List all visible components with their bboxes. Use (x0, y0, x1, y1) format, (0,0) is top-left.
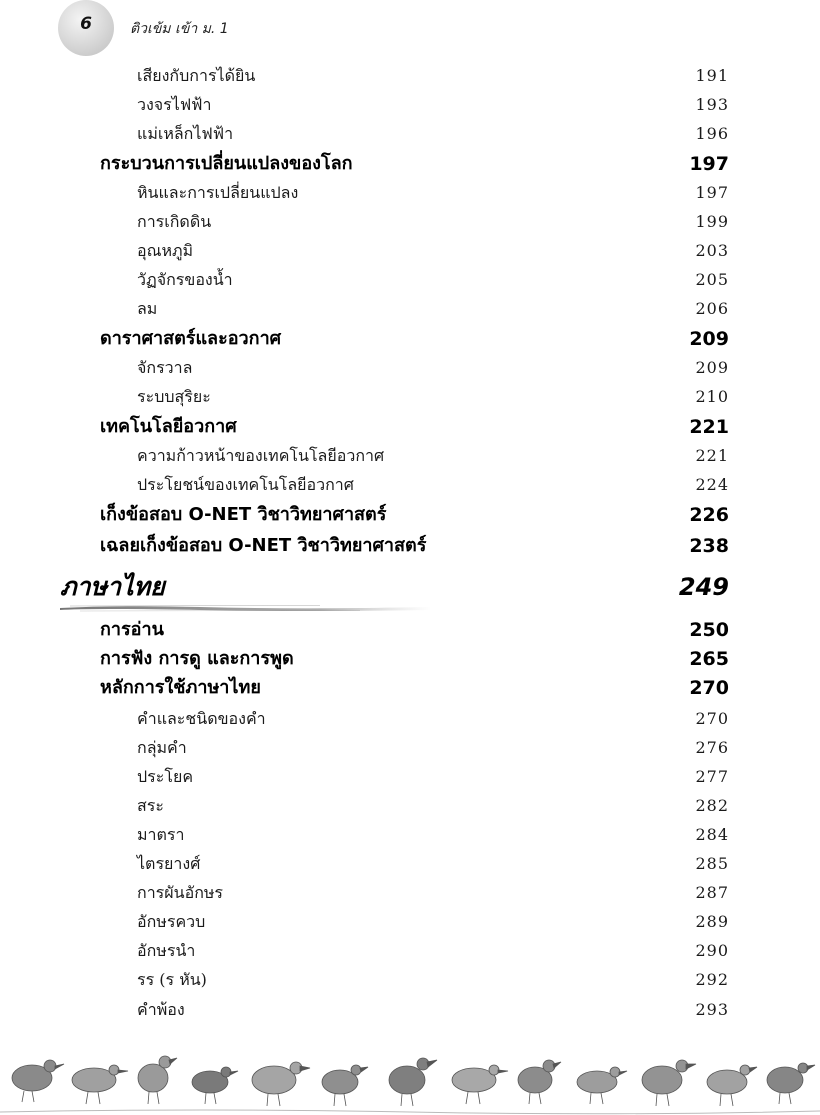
chapter-page: 249 (678, 573, 729, 601)
bird-icon (138, 1056, 177, 1104)
toc-entry-page: 210 (695, 387, 729, 406)
toc-entry-title: คำและชนิดของคำ (137, 709, 266, 728)
bird-icon (707, 1065, 757, 1106)
toc-entry-page: 282 (695, 796, 729, 815)
toc-section-entry (0, 501, 820, 529)
toc-entry-title: วัฏจักรของน้ำ (137, 270, 233, 289)
toc-section-entry (0, 645, 820, 673)
toc-section-entry (0, 413, 820, 441)
toc-entry-title: ดาราศาสตร์และอวกาศ (100, 328, 282, 349)
toc-subsection-entry (0, 91, 820, 119)
toc-subsection-entry (0, 879, 820, 907)
toc-subsection-entry (0, 120, 820, 148)
toc-subsection-entry (0, 442, 820, 470)
chapter-underline-brush (60, 603, 430, 613)
toc-subsection-entry (0, 383, 820, 411)
toc-subsection-entry (0, 763, 820, 791)
bird-icon (767, 1063, 815, 1104)
toc-entry-page: 206 (695, 299, 729, 318)
toc-entry-title: ประโยชน์ของเทคโนโลยีอวกาศ (137, 475, 354, 494)
toc-entry-page: 209 (695, 358, 729, 377)
toc-subsection-entry (0, 237, 820, 265)
bird-icon (577, 1067, 627, 1104)
chapter-heading (0, 569, 820, 605)
toc-subsection-entry (0, 821, 820, 849)
toc-section-entry (0, 532, 820, 560)
toc-entry-title: แม่เหล็กไฟฟ้า (137, 124, 234, 143)
toc-entry-page: 292 (695, 970, 729, 989)
toc-entry-page: 238 (689, 535, 729, 557)
toc-entry-title: เสียงกับการได้ยิน (137, 66, 256, 85)
toc-entry-page: 289 (695, 912, 729, 931)
toc-entry-title: อักษรควบ (137, 912, 206, 931)
toc-entry-page: 277 (695, 767, 729, 786)
toc-entry-page: 270 (695, 709, 729, 728)
toc-entry-title: หินและการเปลี่ยนแปลง (137, 183, 299, 202)
toc-subsection-entry (0, 266, 820, 294)
bird-icon (518, 1060, 561, 1104)
toc-entry-title: ระบบสุริยะ (137, 387, 211, 406)
toc-entry-title: กระบวนการเปลี่ยนแปลงของโลก (100, 153, 353, 174)
toc-entry-title: กลุ่มคำ (137, 738, 187, 757)
toc-section-entry (0, 674, 820, 702)
bird-icon (452, 1065, 508, 1104)
toc-entry-page: 199 (695, 212, 729, 231)
toc-entry-title: มาตรา (137, 825, 185, 844)
toc-section-entry (0, 150, 820, 178)
toc-entry-title: คำพ้อง (137, 1000, 185, 1019)
toc-subsection-entry (0, 850, 820, 878)
toc-entry-page: 193 (695, 95, 729, 114)
toc-subsection-entry (0, 354, 820, 382)
bird-icon (642, 1060, 696, 1106)
toc-entry-page: 209 (689, 328, 729, 350)
page-number: 6 (80, 14, 92, 34)
toc-section-entry (0, 616, 820, 644)
toc-subsection-entry (0, 792, 820, 820)
toc-entry-title: จักรวาล (137, 358, 193, 377)
toc-entry-page: 191 (695, 66, 729, 85)
toc-entry-title: ประโยค (137, 767, 194, 786)
toc-section-entry (0, 325, 820, 353)
toc-entry-title: สระ (137, 796, 164, 815)
toc-entry-title: อุณหภูมิ (137, 241, 194, 260)
toc-entry-page: 197 (695, 183, 729, 202)
toc-entry-title: เฉลยเก็งข้อสอบ O-NET วิชาวิทยาศาสตร์ (100, 535, 427, 556)
toc-entry-page: 221 (695, 446, 729, 465)
toc-entry-title: การเกิดดิน (137, 212, 212, 231)
toc-entry-page: 293 (695, 1000, 729, 1019)
bird-icon (192, 1067, 238, 1104)
bird-icon (252, 1062, 310, 1106)
toc-entry-page: 284 (695, 825, 729, 844)
toc-entry-page: 224 (695, 475, 729, 494)
toc-entry-page: 197 (689, 153, 729, 175)
toc-entry-title: ลม (137, 299, 158, 318)
toc-entry-page: 203 (695, 241, 729, 260)
toc-subsection-entry (0, 966, 820, 994)
toc-entry-page: 290 (695, 941, 729, 960)
toc-entry-page: 226 (689, 504, 729, 526)
toc-subsection-entry (0, 705, 820, 733)
bird-icon (322, 1065, 368, 1106)
decorative-bird-border (0, 1040, 820, 1115)
toc-entry-page: 221 (689, 416, 729, 438)
toc-subsection-entry (0, 471, 820, 499)
toc-entry-title: การอ่าน (100, 619, 164, 640)
toc-subsection-entry (0, 734, 820, 762)
toc-subsection-entry (0, 62, 820, 90)
bird-icon (389, 1058, 437, 1106)
toc-entry-page: 270 (689, 677, 729, 699)
toc-entry-page: 250 (689, 619, 729, 641)
toc-entry-title: เทคโนโลยีอวกาศ (100, 416, 237, 437)
toc-entry-title: หลักการใช้ภาษาไทย (100, 677, 261, 698)
toc-entry-page: 285 (695, 854, 729, 873)
toc-subsection-entry (0, 937, 820, 965)
toc-subsection-entry (0, 908, 820, 936)
bird-icon (12, 1060, 64, 1102)
toc-entry-title: อักษรนำ (137, 941, 196, 960)
toc-subsection-entry (0, 295, 820, 323)
toc-entry-title: รร (ร หัน) (137, 970, 207, 989)
toc-entry-page: 205 (695, 270, 729, 289)
toc-entry-title: ความก้าวหน้าของเทคโนโลยีอวกาศ (137, 446, 385, 465)
running-title: ติวเข้ม เข้า ม. 1 (130, 21, 229, 37)
toc-entry-title: วงจรไฟฟ้า (137, 95, 212, 114)
toc-entry-title: ไตรยางศ์ (137, 854, 201, 873)
toc-entry-page: 276 (695, 738, 729, 757)
toc-entry-title: การผันอักษร (137, 883, 224, 902)
chapter-title: ภาษาไทย (60, 572, 165, 601)
toc-subsection-entry (0, 179, 820, 207)
toc-entry-page: 265 (689, 648, 729, 670)
page-number-badge (58, 0, 114, 56)
toc-entry-title: การฟัง การดู และการพูด (100, 648, 294, 669)
toc-entry-page: 287 (695, 883, 729, 902)
bird-icon (72, 1065, 128, 1104)
toc-entry-title: เก็งข้อสอบ O-NET วิชาวิทยาศาสตร์ (100, 504, 387, 525)
toc-entry-page: 196 (695, 124, 729, 143)
toc-subsection-entry (0, 996, 820, 1024)
toc-subsection-entry (0, 208, 820, 236)
